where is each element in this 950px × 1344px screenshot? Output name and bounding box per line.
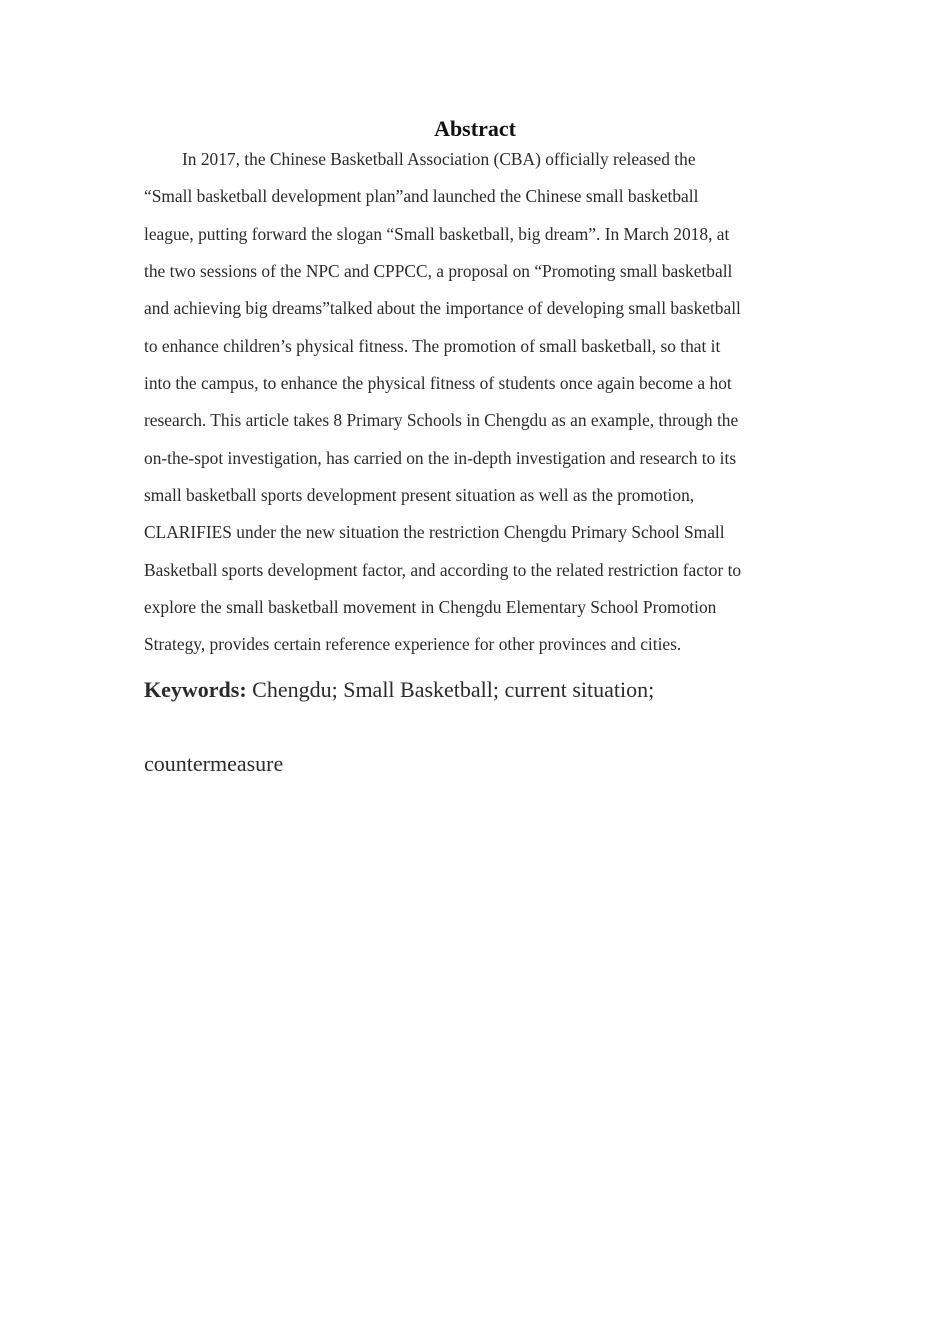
abstract-line: CLARIFIES under the new situation the restriction Chengdu Primary School Small [144, 522, 725, 543]
abstract-line: league, putting forward the slogan “Small basketball, big dream”. In March 2018, at [144, 223, 730, 244]
abstract-line: explore the small basketball movement in Chengdu Elementary School Promotion [144, 597, 717, 618]
keywords-label: Keywords: [144, 677, 247, 702]
keywords-values: Chengdu; Small Basketball; current situation; [246, 677, 655, 702]
abstract-line: the two sessions of the NPC and CPPCC, a proposal on “Promoting small basketball [144, 261, 733, 282]
keywords-line-2: countermeasure [144, 751, 284, 776]
abstract-line: into the campus, to enhance the physical fitness of students once again become a hot [144, 373, 732, 394]
abstract-title: Abstract [434, 116, 516, 141]
abstract-line: on-the-spot investigation, has carried on the in-depth investigation and research to its [144, 447, 737, 468]
keywords-line-1 [144, 673, 808, 707]
abstract-line: and achieving big dreams”talked about the importance of developing small basketball [144, 298, 741, 319]
abstract-line: Basketball sports development factor, and according to the related restriction factor to [144, 559, 742, 580]
abstract-line: “Small basketball development plan”and launched the Chinese small basketball [144, 186, 699, 207]
abstract-line: In 2017, the Chinese Basketball Association (CBA) officially released the [182, 149, 696, 169]
abstract-line: Strategy, provides certain reference experience for other provinces and cities. [144, 634, 682, 655]
abstract-body [144, 141, 808, 664]
abstract-line: research. This article takes 8 Primary Schools in Chengdu as an example, through the [144, 410, 739, 431]
abstract-line: to enhance children’s physical fitness. The promotion of small basketball, so that it [144, 335, 721, 356]
abstract-line: small basketball sports development present situation as well as the promotion, [144, 485, 695, 506]
keywords-section [144, 673, 808, 781]
